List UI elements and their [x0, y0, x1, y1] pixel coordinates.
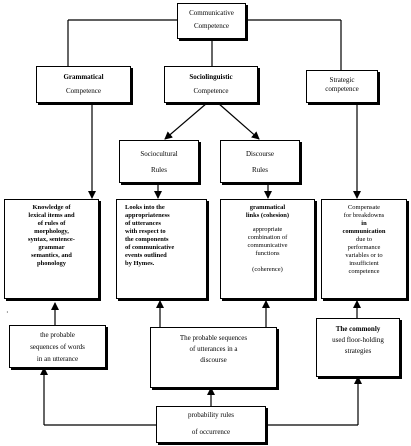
sociocultural-desc-line: with respect to	[125, 228, 166, 235]
sociocultural-desc-line: events outlined	[125, 252, 167, 259]
discourse-desc-line: combination of	[247, 234, 288, 241]
strategic-desc-line: variables or to	[345, 252, 383, 259]
sociocultural-desc-line: Looks into the	[125, 204, 165, 211]
strategic-desc-line: Compensate	[347, 204, 381, 211]
discourse-desc-bold-line: grammatical	[249, 204, 286, 211]
discourse-line2: Rules	[252, 166, 268, 174]
utterances-seq-line: discourse	[200, 356, 227, 364]
sociocultural-description-box	[116, 199, 207, 299]
sociocultural-line1: Sociocultural	[140, 150, 178, 158]
arrow-to-sociocultural	[165, 103, 207, 139]
discourse-desc-bold-line: links (cohesion)	[245, 212, 290, 219]
discourse-desc-line: appropriate	[252, 226, 283, 233]
strategic-desc-bold-line: communication	[342, 228, 386, 235]
grammatical-competence-box	[36, 66, 131, 103]
grammatical-desc-line: grammar	[38, 244, 65, 251]
grammatical-desc-line: syntax, sentence-	[28, 236, 75, 243]
sociocultural-rules-box	[119, 140, 199, 183]
probability-rules-box	[156, 406, 266, 443]
strategic-desc-line: for breakdowns	[343, 212, 385, 219]
words-seq-line: the probable	[40, 331, 75, 339]
strategic-desc-line: due to	[355, 236, 373, 243]
sociocultural-desc-line: of communicative	[125, 244, 175, 251]
utterances-sequence-box	[150, 327, 277, 388]
strategic-line1: Strategic	[329, 76, 355, 84]
communicative-competence-box	[177, 3, 246, 39]
utterances-seq-line: of utterances in a	[189, 345, 238, 353]
sociocultural-desc-line: of utterances	[125, 220, 161, 227]
floor-holding-line: strategies	[344, 347, 372, 355]
strategic-desc-line: insufficient	[349, 260, 379, 267]
discourse-line1: Discourse	[246, 150, 274, 158]
discourse-rules-box	[220, 140, 300, 183]
communicative-line1: Communicative	[189, 9, 234, 17]
sociocultural-line2: Rules	[151, 166, 167, 174]
strategic-competence-box	[306, 70, 378, 103]
utterances-seq-line: The probable sequences	[179, 334, 248, 342]
grammatical-desc-line: Knowledge of	[32, 204, 71, 211]
discourse-description-box	[220, 199, 315, 299]
sociocultural-desc-line: the components	[125, 236, 169, 243]
grammatical-line2: Competence	[66, 87, 101, 95]
strategic-desc-line: performance	[347, 244, 381, 251]
floor-holding-line: used floor-holding	[332, 336, 384, 344]
discourse-desc-line: communicative	[247, 242, 288, 249]
grammatical-desc-line: of rules of	[37, 220, 66, 227]
strategic-description-box	[321, 199, 407, 299]
grammatical-desc-line: semantics, and	[31, 252, 72, 259]
sociocultural-desc-line: by Hymes.	[125, 260, 155, 267]
grammatical-line1: Grammatical	[63, 73, 104, 81]
probability-line1: probability rules	[187, 411, 235, 419]
words-seq-line: in an utterance	[36, 355, 79, 363]
grammatical-desc-line: morphology,	[34, 228, 69, 235]
floor-holding-bold-line: The commonly	[335, 325, 381, 333]
communicative-line2: Competence	[194, 22, 229, 30]
sociolinguistic-competence-box	[164, 66, 258, 103]
probability-line2: of occurrence	[191, 428, 231, 436]
strategic-desc-bold-line: in	[361, 220, 367, 227]
strategic-line2: competence	[325, 85, 359, 93]
arrow-to-discourse	[218, 103, 259, 139]
stray-dot: ·	[6, 308, 9, 317]
grammatical-description-box	[4, 199, 99, 299]
words-sequence-box	[9, 325, 106, 368]
discourse-desc-line: functions	[255, 250, 280, 257]
floor-holding-box	[316, 318, 400, 377]
sociolinguistic-line2: Competence	[193, 87, 229, 95]
sociolinguistic-line1: Sociolinguistic	[189, 73, 233, 81]
words-seq-line: sequences of words	[30, 343, 85, 351]
strategic-desc-line: competence	[348, 268, 380, 275]
discourse-desc-note: (coherence)	[252, 266, 283, 273]
grammatical-desc-line: lexical items and	[28, 212, 75, 219]
sociocultural-desc-line: appropriateness	[125, 212, 170, 219]
grammatical-desc-line: phonology	[37, 260, 66, 267]
